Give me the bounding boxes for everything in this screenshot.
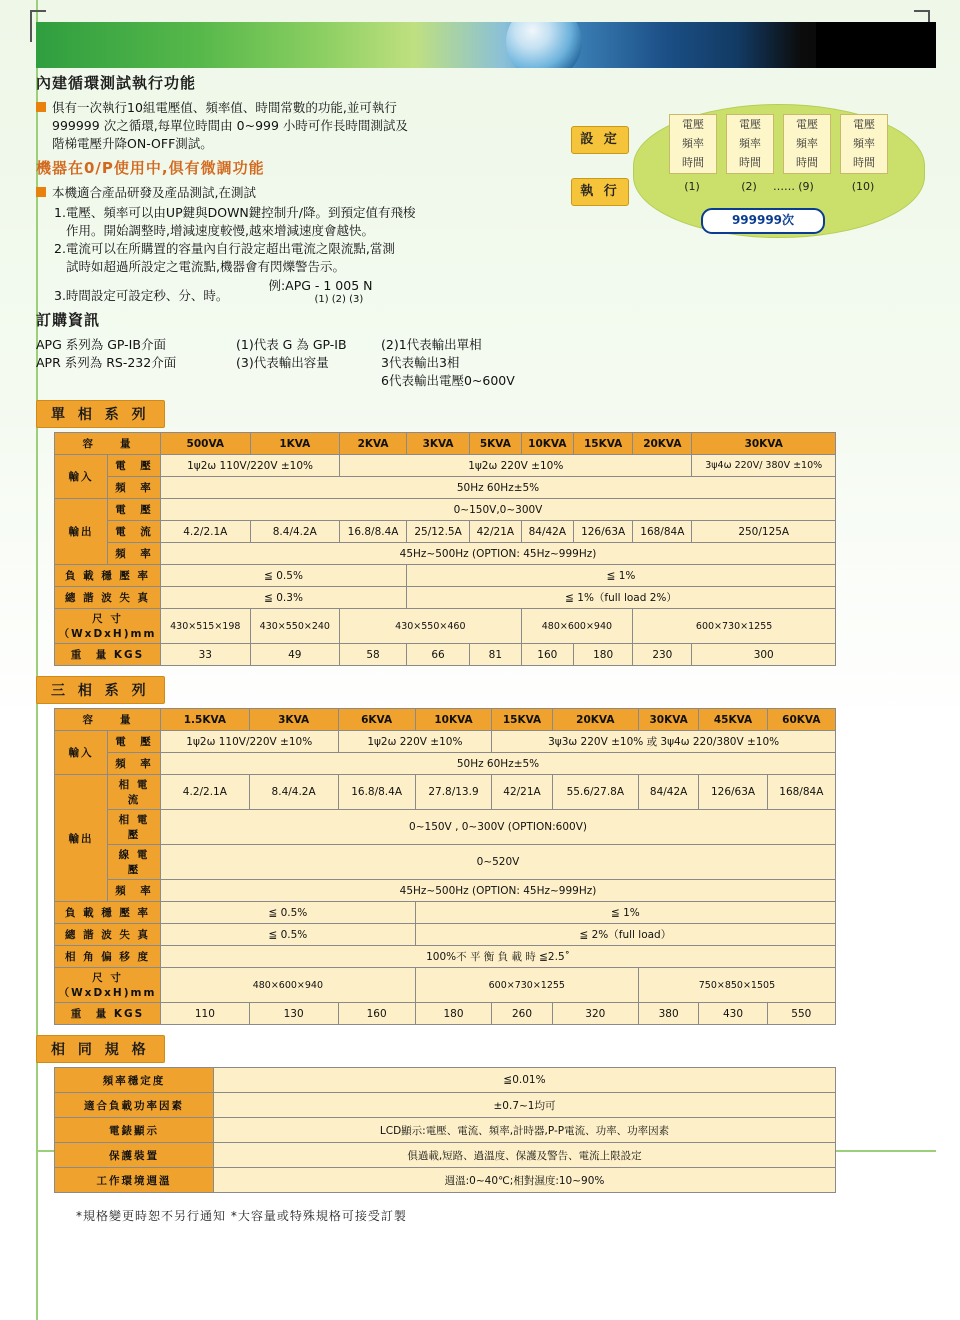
diagram-run-tag: 執 行 bbox=[571, 178, 629, 206]
fine-tune-title: 機器在0/P使用中,俱有微調功能 bbox=[36, 159, 265, 177]
tp-cur-6: 84/42A bbox=[638, 775, 699, 810]
sp-loadreg-label: 負 載 穩 壓 率 bbox=[55, 565, 161, 587]
tp-loadreg-b: ≦ 1% bbox=[415, 902, 835, 924]
table-row bbox=[55, 902, 836, 924]
table-row bbox=[55, 810, 836, 845]
sp-capacity-label: 容 量 bbox=[55, 433, 161, 455]
sp-cap-4: 5KVA bbox=[470, 433, 521, 455]
sp-out-freq-label: 頻 率 bbox=[108, 543, 161, 565]
sp-w-6: 180 bbox=[574, 644, 633, 666]
sp-in-volt-b: 1ψ2ω 220V ±10% bbox=[340, 455, 692, 477]
table-row bbox=[55, 1118, 836, 1143]
sp-out-freq: 45Hz~500Hz (OPTION: 45Hz~999Hz) bbox=[161, 543, 836, 565]
three-phase-title: 三 相 系 列 bbox=[36, 676, 165, 704]
tp-cap-0: 1.5KVA bbox=[161, 709, 250, 731]
sp-w-0: 33 bbox=[161, 644, 251, 666]
fine-item-1-line1: 1.電壓、頻率可以由UP鍵與DOWN鍵控制升/降。到預定值有飛梭 bbox=[54, 205, 416, 220]
common-label-4: 工作環境週溫 bbox=[55, 1168, 214, 1193]
tp-cap-7: 45KVA bbox=[699, 709, 767, 731]
tp-cap-6: 30KVA bbox=[638, 709, 699, 731]
table-row bbox=[55, 1003, 836, 1025]
sp-size-4: 600×730×1255 bbox=[633, 609, 836, 644]
table-row bbox=[55, 731, 836, 753]
diagram-cell-9: 電壓 頻率 時間 bbox=[783, 114, 831, 174]
tp-w-4: 260 bbox=[492, 1003, 553, 1025]
tp-input-label: 輸入 bbox=[55, 731, 108, 775]
order-example-numbers: (1) (2) (3) bbox=[314, 294, 364, 305]
diagram-loop-badge: 999999次 bbox=[701, 208, 825, 234]
tp-cur-3: 27.8/13.9 bbox=[415, 775, 492, 810]
diagram-num-1: (1) bbox=[684, 180, 700, 193]
sp-w-7: 230 bbox=[633, 644, 692, 666]
common-value-2: LCD顯示:電壓、電流、頻率,計時器,P-P電流、功率、功率因素 bbox=[214, 1118, 836, 1143]
square-bullet-icon bbox=[36, 102, 46, 112]
tp-phase-cur-label: 相 電 流 bbox=[108, 775, 161, 810]
tp-capacity-label: 容 量 bbox=[55, 709, 161, 731]
tp-cap-1: 3KVA bbox=[249, 709, 338, 731]
tp-cur-2: 16.8/8.4A bbox=[338, 775, 415, 810]
diagram-cell-2: 電壓 頻率 時間 bbox=[726, 114, 774, 174]
tp-w-7: 430 bbox=[699, 1003, 767, 1025]
fine-item-3: 3.時間設定可設定秒、分、時。 bbox=[54, 288, 229, 303]
page-content bbox=[36, 72, 936, 1224]
table-row bbox=[55, 845, 836, 880]
table-row bbox=[55, 609, 836, 644]
tp-size-2: 750×850×1505 bbox=[638, 968, 835, 1003]
single-phase-title: 單 相 系 列 bbox=[36, 400, 165, 428]
table-row bbox=[55, 709, 836, 731]
tp-line-volt: 0~520V bbox=[161, 845, 836, 880]
sp-cap-0: 500VA bbox=[161, 433, 251, 455]
order-left-line1: APG 系列為 GP-IB介面 bbox=[36, 337, 166, 352]
table-row bbox=[55, 521, 836, 543]
table-row bbox=[55, 968, 836, 1003]
diagram-num-10: (10) bbox=[851, 180, 875, 193]
tp-cur-5: 55.6/27.8A bbox=[552, 775, 638, 810]
tp-cap-2: 6KVA bbox=[338, 709, 415, 731]
fine-b1-text: 本機適合產品研發及產品測試,在測試 bbox=[52, 185, 256, 200]
sp-weight-label: 重 量 KGS bbox=[55, 644, 161, 666]
tp-w-0: 110 bbox=[161, 1003, 250, 1025]
tp-thd-b: ≦ 2%（full load） bbox=[415, 924, 835, 946]
sp-loadreg-a: ≦ 0.5% bbox=[161, 565, 407, 587]
sp-w-3: 66 bbox=[407, 644, 470, 666]
sp-cur-1: 8.4/4.2A bbox=[250, 521, 340, 543]
tp-cap-4: 15KVA bbox=[492, 709, 553, 731]
sp-cap-5: 10KVA bbox=[521, 433, 573, 455]
table-row bbox=[55, 924, 836, 946]
sp-in-freq-label: 頻 率 bbox=[108, 477, 161, 499]
sp-output-label: 輸出 bbox=[55, 499, 108, 565]
single-phase-table bbox=[54, 432, 836, 666]
tp-cur-0: 4.2/2.1A bbox=[161, 775, 250, 810]
tp-cur-1: 8.4/4.2A bbox=[249, 775, 338, 810]
tp-cur-4: 42/21A bbox=[492, 775, 553, 810]
sp-cur-8: 250/125A bbox=[692, 521, 836, 543]
tp-loadreg-label: 負 載 穩 壓 率 bbox=[55, 902, 161, 924]
sp-out-volt: 0~150V,0~300V bbox=[161, 499, 836, 521]
tp-cap-8: 60KVA bbox=[767, 709, 835, 731]
sp-thd-a: ≦ 0.3% bbox=[161, 587, 407, 609]
tp-w-5: 320 bbox=[552, 1003, 638, 1025]
tp-out-freq: 45Hz~500Hz (OPTION: 45Hz~999Hz) bbox=[161, 880, 836, 902]
tp-in-freq-label: 頻 率 bbox=[108, 753, 161, 775]
sp-w-5: 160 bbox=[521, 644, 573, 666]
table-row bbox=[55, 433, 836, 455]
tp-size-label: 尺 寸（WxDxH)mm bbox=[55, 968, 161, 1003]
common-label-3: 保護裝置 bbox=[55, 1143, 214, 1168]
sp-cap-3: 3KVA bbox=[407, 433, 470, 455]
table-row bbox=[55, 775, 836, 810]
square-bullet-icon bbox=[36, 187, 46, 197]
sp-cur-7: 168/84A bbox=[633, 521, 692, 543]
sp-cap-8: 30KVA bbox=[692, 433, 836, 455]
common-label-2: 電錶顯示 bbox=[55, 1118, 214, 1143]
tp-size-1: 600×730×1255 bbox=[415, 968, 638, 1003]
table-row bbox=[55, 499, 836, 521]
cycle-b1-line1: 俱有一次執行10組電壓值、頻率值、時間常數的功能,並可執行 bbox=[52, 100, 397, 115]
tp-w-2: 160 bbox=[338, 1003, 415, 1025]
table-row bbox=[55, 543, 836, 565]
tp-line-volt-label: 線 電 壓 bbox=[108, 845, 161, 880]
diagram-dots: …… bbox=[773, 180, 795, 193]
sp-thd-b: ≦ 1%（full load 2%） bbox=[407, 587, 836, 609]
tp-in-volt-c: 3ψ3ω 220V ±10% 或 3ψ4ω 220/380V ±10% bbox=[492, 731, 836, 753]
order-right-line3: 6代表輸出電壓0~600V bbox=[381, 373, 515, 388]
common-value-0: ≦0.01% bbox=[214, 1068, 836, 1093]
tp-thd-label: 總 諧 波 失 真 bbox=[55, 924, 161, 946]
sp-w-4: 81 bbox=[470, 644, 521, 666]
table-row bbox=[55, 1168, 836, 1193]
diagram-cell-1: 電壓 頻率 時間 bbox=[669, 114, 717, 174]
sp-size-0: 430×515×198 bbox=[161, 609, 251, 644]
order-right-line2: 3代表輸出3相 bbox=[381, 355, 460, 370]
tp-w-3: 180 bbox=[415, 1003, 492, 1025]
tp-phase-volt: 0~150V , 0~300V (OPTION:600V) bbox=[161, 810, 836, 845]
order-example: 例:APG - 1 005 N bbox=[268, 278, 373, 293]
fine-item-1-line2: 作用。開始調整時,增減速度較慢,越來增減速度會越快。 bbox=[66, 223, 374, 238]
cycle-test-title: 內建循環測試執行功能 bbox=[36, 74, 197, 92]
tp-loadreg-a: ≦ 0.5% bbox=[161, 902, 416, 924]
sp-cur-2: 16.8/8.4A bbox=[340, 521, 407, 543]
order-info-title: 訂購資訊 bbox=[36, 311, 101, 329]
table-row bbox=[55, 565, 836, 587]
table-row bbox=[55, 644, 836, 666]
tp-in-volt-b: 1ψ2ω 220V ±10% bbox=[338, 731, 492, 753]
tp-cur-8: 168/84A bbox=[767, 775, 835, 810]
common-spec-table bbox=[54, 1067, 836, 1193]
banner-black-block bbox=[816, 22, 936, 68]
table-row bbox=[55, 1093, 836, 1118]
diagram-set-tag: 設 定 bbox=[571, 126, 629, 154]
common-value-3: 俱過載,短路、過溫度、保護及警告、電流上限設定 bbox=[214, 1143, 836, 1168]
sp-size-label: 尺 寸（WxDxH)mm bbox=[55, 609, 161, 644]
sp-size-1: 430×550×240 bbox=[250, 609, 340, 644]
sp-cur-6: 126/63A bbox=[574, 521, 633, 543]
sp-loadreg-b: ≦ 1% bbox=[407, 565, 836, 587]
common-value-1: ±0.7~1均可 bbox=[214, 1093, 836, 1118]
tp-w-6: 380 bbox=[638, 1003, 699, 1025]
sp-in-volt-label: 電 壓 bbox=[108, 455, 161, 477]
sp-in-volt-c: 3ψ4ω 220V/ 380V ±10% bbox=[692, 455, 836, 477]
order-mid-line1: (1)代表 G 為 GP-IB bbox=[236, 337, 347, 352]
sp-cap-1: 1KVA bbox=[250, 433, 340, 455]
tp-phaseshift-label: 相 角 偏 移 度 bbox=[55, 946, 161, 968]
sp-out-cur-label: 電 流 bbox=[108, 521, 161, 543]
order-mid-line2: (3)代表輸出容量 bbox=[236, 355, 329, 370]
sp-in-volt-a: 1ψ2ω 110V/220V ±10% bbox=[161, 455, 340, 477]
sp-out-volt-label: 電 壓 bbox=[108, 499, 161, 521]
table-row bbox=[55, 1068, 836, 1093]
sp-cap-6: 15KVA bbox=[574, 433, 633, 455]
fine-item-2-line1: 2.電流可以在所購置的容量內自行設定超出電流之限流點,當測 bbox=[54, 241, 395, 256]
common-label-1: 適合負載功率因素 bbox=[55, 1093, 214, 1118]
globe-icon bbox=[506, 22, 582, 68]
order-info-block bbox=[36, 336, 936, 390]
tp-cap-5: 20KVA bbox=[552, 709, 638, 731]
tp-weight-label: 重 量 KGS bbox=[55, 1003, 161, 1025]
order-right-line1: (2)1代表輸出單相 bbox=[381, 337, 482, 352]
table-row bbox=[55, 477, 836, 499]
sp-w-2: 58 bbox=[340, 644, 407, 666]
cycle-diagram bbox=[541, 104, 931, 264]
header-banner bbox=[36, 22, 936, 68]
sp-size-2: 430×550×460 bbox=[340, 609, 521, 644]
diagram-cell-10: 電壓 頻率 時間 bbox=[840, 114, 888, 174]
tp-in-volt-a: 1ψ2ω 110V/220V ±10% bbox=[161, 731, 339, 753]
order-left-line2: APR 系列為 RS-232介面 bbox=[36, 355, 177, 370]
table-row bbox=[55, 753, 836, 775]
fine-item-2-line2: 試時如超過所設定之電流點,機器會有閃爍警告示。 bbox=[66, 259, 345, 274]
sp-w-8: 300 bbox=[692, 644, 836, 666]
sp-size-3: 480×600×940 bbox=[521, 609, 633, 644]
tp-in-freq: 50Hz 60Hz±5% bbox=[161, 753, 836, 775]
tp-output-label: 輸出 bbox=[55, 775, 108, 902]
sp-w-1: 49 bbox=[250, 644, 340, 666]
cycle-b1-line3: 階梯電壓升降ON-OFF測試。 bbox=[52, 136, 213, 151]
sp-cur-3: 25/12.5A bbox=[407, 521, 470, 543]
common-label-0: 頻率穩定度 bbox=[55, 1068, 214, 1093]
table-row bbox=[55, 1143, 836, 1168]
diagram-num-9: (9) bbox=[798, 180, 814, 193]
tp-thd-a: ≦ 0.5% bbox=[161, 924, 416, 946]
common-value-4: 週溫:0~40℃;相對濕度:10~90% bbox=[214, 1168, 836, 1193]
sp-cur-0: 4.2/2.1A bbox=[161, 521, 251, 543]
common-spec-title: 相 同 規 格 bbox=[36, 1035, 165, 1063]
sp-in-freq: 50Hz 60Hz±5% bbox=[161, 477, 836, 499]
tp-phaseshift: 100%不 平 衡 負 載 時 ≦2.5˚ bbox=[161, 946, 836, 968]
table-row bbox=[55, 880, 836, 902]
sp-cur-4: 42/21A bbox=[470, 521, 521, 543]
three-phase-table bbox=[54, 708, 836, 1025]
diagram-num-2: (2) bbox=[741, 180, 757, 193]
cycle-b1-line2: 999999 次之循環,每單位時間由 0~999 小時可作長時間測試及 bbox=[52, 118, 408, 133]
sp-cur-5: 84/42A bbox=[521, 521, 573, 543]
table-row bbox=[55, 455, 836, 477]
table-row bbox=[55, 946, 836, 968]
tp-out-freq-label: 頻 率 bbox=[108, 880, 161, 902]
sp-cap-7: 20KVA bbox=[633, 433, 692, 455]
table-row bbox=[55, 587, 836, 609]
sp-input-label: 輸入 bbox=[55, 455, 108, 499]
sp-thd-label: 總 諧 波 失 真 bbox=[55, 587, 161, 609]
tp-w-1: 130 bbox=[249, 1003, 338, 1025]
footnote: *規格變更時恕不另行通知 *大容量或特殊規格可接受訂製 bbox=[76, 1209, 407, 1223]
tp-cur-7: 126/63A bbox=[699, 775, 767, 810]
tp-size-0: 480×600×940 bbox=[161, 968, 416, 1003]
tp-phase-volt-label: 相 電 壓 bbox=[108, 810, 161, 845]
sp-cap-2: 2KVA bbox=[340, 433, 407, 455]
tp-cap-3: 10KVA bbox=[415, 709, 492, 731]
tp-w-8: 550 bbox=[767, 1003, 835, 1025]
tp-in-volt-label: 電 壓 bbox=[108, 731, 161, 753]
